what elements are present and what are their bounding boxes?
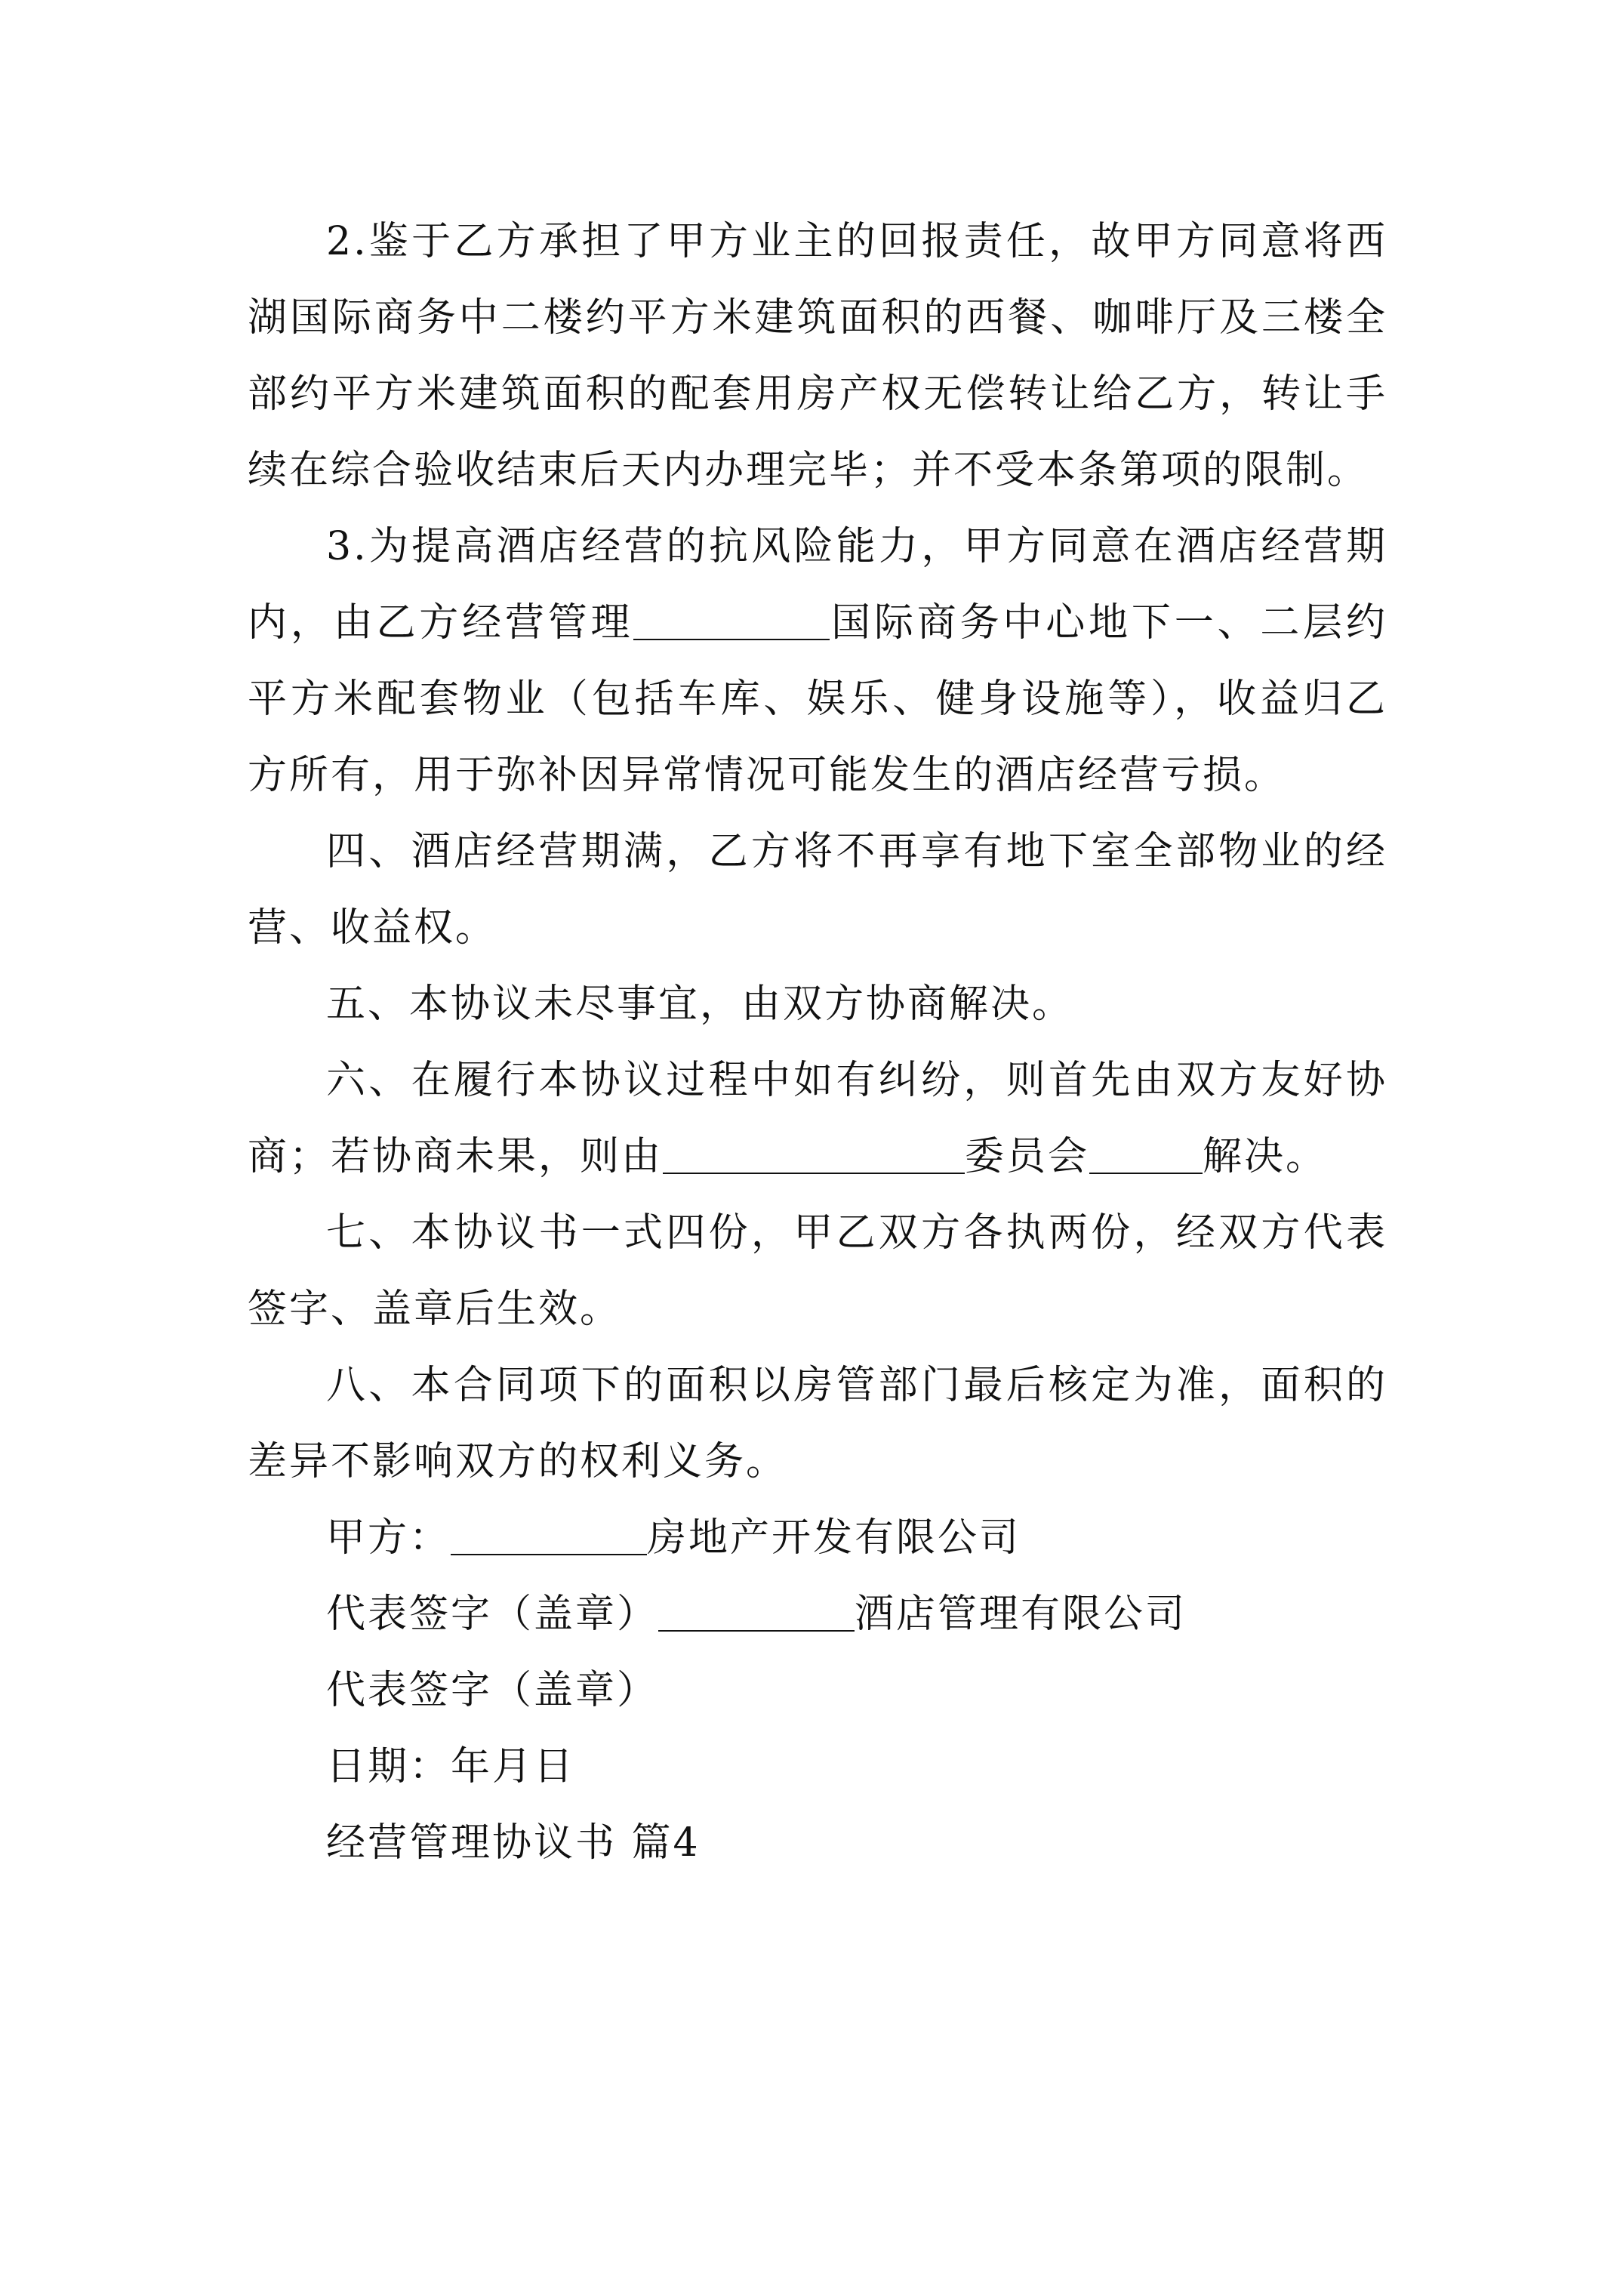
article-7-paragraph (248, 1195, 1387, 1348)
party-a-line (248, 1500, 1387, 1576)
blank-underline (633, 598, 830, 641)
article-6-paragraph (248, 1043, 1387, 1195)
blank-underline (658, 1589, 855, 1632)
date-line (248, 1729, 1387, 1805)
document-body (248, 204, 1387, 1881)
article-8-text: 八、本合同项下的面积以房管部门最后核定为准，面积的差异不影响双方的权利义务。 (248, 1363, 1387, 1484)
blank-underline (451, 1513, 647, 1556)
section-title-text: 经营管理协议书 篇4 (326, 1820, 701, 1866)
clause-2-text: 2.鉴于乙方承担了甲方业主的回报责任，故甲方同意将西湖国际商务中二楼约平方米建筑面积的西餐、咖啡厅及三楼全部约平方米建筑面积的配套用房产权无偿转让给乙方，转让手续在综合验收结束后天内办理完毕；并不受本条第项的限制。 (248, 219, 1387, 493)
article-4-text: 四、酒店经营期满，乙方将不再享有地下室全部物业的经营、收益权。 (248, 829, 1387, 951)
representative-signature-label: 代表签字（盖章） (326, 1668, 659, 1713)
article-5-paragraph (248, 966, 1387, 1043)
article-7-text: 七、本协议书一式四份，甲乙双方各执两份，经双方代表签字、盖章后生效。 (248, 1210, 1387, 1332)
clause-3-paragraph (248, 509, 1387, 814)
clause-3-text-end: 国际商务中心地下一、二层约平方米配套物业（包括车库、娱乐、健身设施等），收益归乙方所有，用于弥补因异常情况可能发生的酒店经营亏损。 (248, 600, 1387, 798)
party-b-line (248, 1576, 1387, 1653)
article-6-text-end: 解决。 (1203, 1134, 1328, 1179)
representative-signature-line (248, 1653, 1387, 1729)
representative-signature-label: 代表签字（盖章） (326, 1592, 659, 1637)
date-label: 日期：年月日 (326, 1744, 576, 1789)
blank-underline (1089, 1132, 1203, 1175)
party-a-label: 甲方： (326, 1515, 451, 1561)
clause-3-text-start: 3.为提高酒店经营的抗风险能力，甲方同意在酒店经营期内，由乙方经营管理 (248, 524, 1387, 646)
article-4-paragraph (248, 814, 1387, 966)
clause-2-paragraph (248, 204, 1387, 509)
blank-underline (663, 1132, 965, 1175)
next-section-title (248, 1805, 1387, 1881)
article-8-paragraph (248, 1348, 1387, 1500)
article-5-text: 五、本协议未尽事宜，由双方协商解决。 (326, 982, 1074, 1027)
article-6-text-middle: 委员会 (965, 1134, 1090, 1179)
party-a-company: 房地产开发有限公司 (647, 1515, 1021, 1561)
party-b-company: 酒店管理有限公司 (855, 1592, 1187, 1637)
article-6-text-start: 六、在履行本协议过程中如有纠纷，则首先由双方友好协商；若协商未果，则由 (248, 1058, 1387, 1179)
